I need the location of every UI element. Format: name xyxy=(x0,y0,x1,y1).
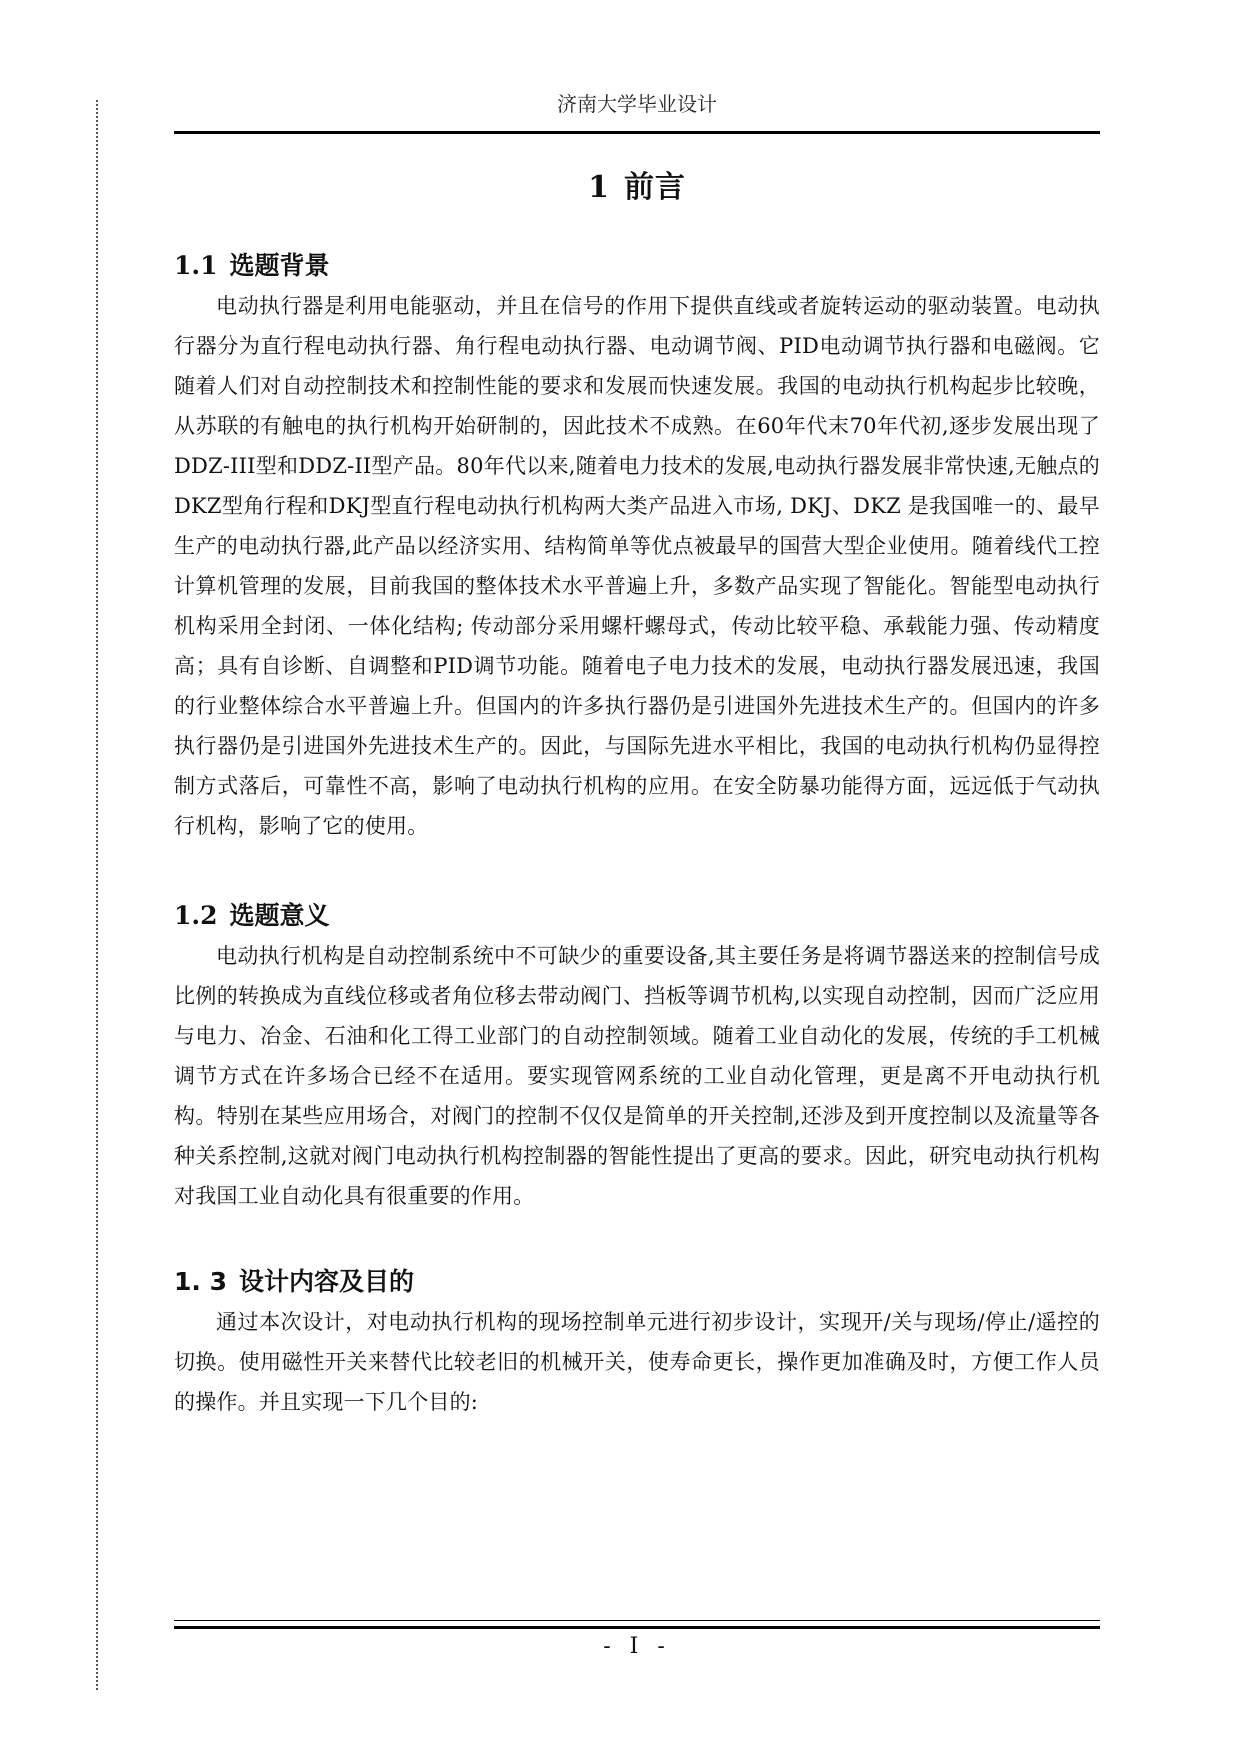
section-paragraph: 电动执行器是利用电能驱动，并且在信号的作用下提供直线或者旋转运动的驱动装置。电动执行器分为直行程电动执行器、角行程电动执行器、电动调节阀、PID电动调节执行器和电磁阀。它随着人们对自动控制技术和控制性能的要求和发展而快速发展。我国的电动执行机构起步比较晚，从苏联的有触电的执行机构开始研制的，因此技术不成熟。在60年代末70年代初,逐步发展出现了DDZ-III型和DDZ-II型产品。80年代以来,随着电力技术的发展,电动执行器发展非常快速,无触点的DKZ型角行程和DKJ型直行程电动执行机构两大类产品进入市场, DKJ、DKZ 是我国唯一的、最早生产的电动执行器,此产品以经济实用、结构简单等优点被最早的国营大型企业使用。随着线代工控计算机管理的发展，目前我国的整体技术水平普遍上升，多数产品实现了智能化。智能型电动执行机构采用全封闭、一体化结构; 传动部分采用螺杆螺母式，传动比较平稳、承载能力强、传动精度高；具有自诊断、自调整和PID调节功能。随着电子电力技术的发展，电动执行器发展迅速，我国的行业整体综合水平普遍上升。但国内的许多执行器仍是引进国外先进技术生产的。但国内的许多执行器仍是引进国外先进技术生产的。因此，与国际先进水平相比，我国的电动执行机构仍显得控制方式落后，可靠性不高，影响了电动执行机构的应用。在安全防暴功能得方面，远远低于气动执行机构，影响了它的使用。 xyxy=(174,294,1100,838)
chapter-number: 1 xyxy=(588,170,610,205)
binding-margin-line xyxy=(96,100,98,1690)
page-number: - I - xyxy=(603,1634,671,1659)
section-number: 1.2 xyxy=(174,901,218,930)
section-number: 1.1 xyxy=(174,251,218,280)
section-heading xyxy=(174,896,1100,936)
section-title: 设计内容及目的 xyxy=(239,1267,415,1296)
footer-rule-thin xyxy=(174,1620,1100,1621)
section-1-2 xyxy=(174,896,1100,1216)
section-paragraph: 电动执行机构是自动控制系统中不可缺少的重要设备,其主要任务是将调节器送来的控制信号成比例的转换成为直线位移或者角位移去带动阀门、挡板等调节机构,以实现自动控制，因而广泛应用与电力、冶金、石油和化工得工业部门的自动控制领域。随着工业自动化的发展，传统的手工机械调节方式在许多场合已经不在适用。要实现管网系统的工业自动化管理，更是离不开电动执行机构。特别在某些应用场合，对阀门的控制不仅仅是简单的开关控制,还涉及到开度控制以及流量等各种关系控制,这就对阀门电动执行机构控制器的智能性提出了更高的要求。因此，研究电动执行机构对我国工业自动化具有很重要的作用。 xyxy=(174,944,1100,1208)
section-title: 选题意义 xyxy=(229,901,330,930)
section-1-3 xyxy=(174,1262,1100,1422)
chapter-title-text: 前言 xyxy=(623,170,686,205)
section-number: 1. 3 xyxy=(174,1267,227,1296)
header-rule xyxy=(174,131,1100,134)
chapter-title xyxy=(174,162,1100,206)
footer-rule xyxy=(174,1626,1100,1629)
section-heading xyxy=(174,246,1100,286)
section-paragraph: 通过本次设计，对电动执行机构的现场控制单元进行初步设计，实现开/关与现场/停止/遥控的切换。使用磁性开关来替代比较老旧的机械开关，使寿命更长，操作更加准确及时，方便工作人员的操作。并且实现一下几个目的: xyxy=(174,1310,1100,1414)
section-title: 选题背景 xyxy=(229,251,330,280)
section-1-1 xyxy=(174,246,1100,846)
running-header: 济南大学毕业设计 xyxy=(557,92,717,116)
section-heading xyxy=(174,1262,1100,1302)
